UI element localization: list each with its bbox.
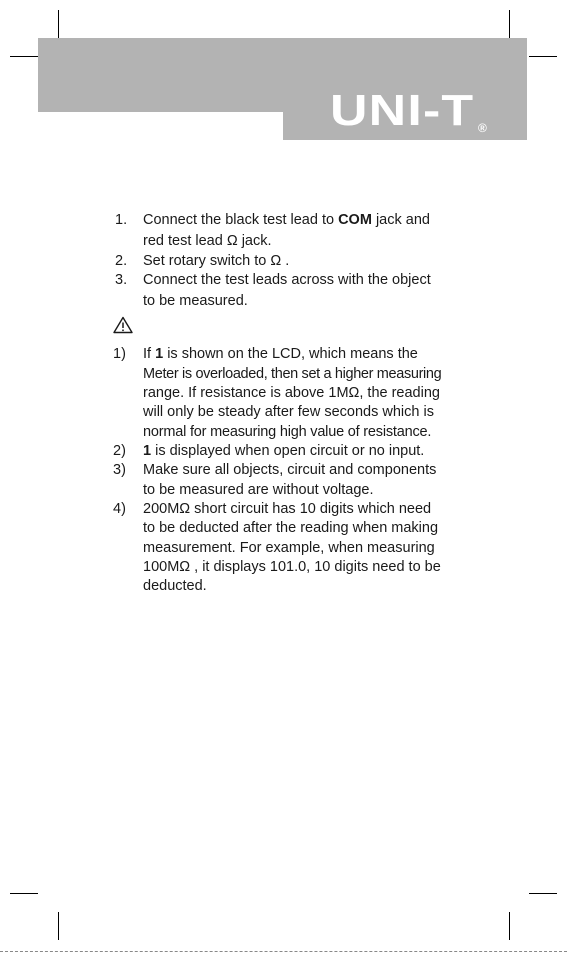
note-text: Make sure all objects, circuit and components: [143, 462, 437, 478]
note-text: to be deducted after the reading when making: [143, 520, 439, 536]
note-text: 1 is displayed when open circuit or no input.: [143, 443, 425, 459]
crop-mark: [509, 10, 510, 38]
note-text: 100MΩ , it displays 101.0, 10 digits need to be: [143, 559, 441, 575]
step-number: 3.: [115, 272, 128, 288]
note-number: 4): [113, 501, 126, 517]
brand-logo: UNI-T: [330, 86, 475, 135]
step-text: Set rotary switch to Ω .: [143, 253, 290, 269]
step-text: red test lead Ω jack.: [143, 233, 272, 249]
step-number: 1.: [115, 212, 128, 228]
crop-mark: [529, 893, 557, 894]
crop-mark: [529, 56, 557, 57]
note-text: range. If resistance is above 1MΩ, the reading: [143, 385, 440, 401]
note-number: 3): [113, 462, 126, 478]
note-number: 1): [113, 346, 126, 362]
step-text: to be measured.: [143, 293, 248, 309]
step-number: 2.: [115, 253, 128, 269]
crop-mark: [58, 912, 59, 940]
note-text: deducted.: [143, 578, 207, 594]
step-text: Connect the black test lead to COM jack and: [143, 212, 430, 228]
crop-mark: [10, 893, 38, 894]
note-text: If 1 is shown on the LCD, which means the: [143, 346, 418, 362]
note-text: Meter is overloaded, then set a higher measuring: [143, 366, 442, 382]
note-text: 200MΩ short circuit has 10 digits which need: [143, 501, 432, 517]
note-text: measurement. For example, when measuring: [143, 540, 435, 556]
note-text: to be measured are without voltage.: [143, 482, 374, 498]
com-jack-label: COM: [338, 212, 372, 228]
step-text: Connect the test leads across with the object: [143, 272, 431, 288]
crop-mark: [509, 912, 510, 940]
note-number: 2): [113, 443, 126, 459]
page-edge: [0, 951, 567, 952]
note-text: normal for measuring high value of resistance.: [143, 424, 432, 440]
crop-mark: [10, 56, 38, 57]
crop-mark: [58, 10, 59, 38]
note-text: will only be steady after few seconds which is: [143, 404, 434, 420]
registered-mark: ®: [478, 121, 487, 135]
warning-triangle-icon: [113, 316, 133, 334]
